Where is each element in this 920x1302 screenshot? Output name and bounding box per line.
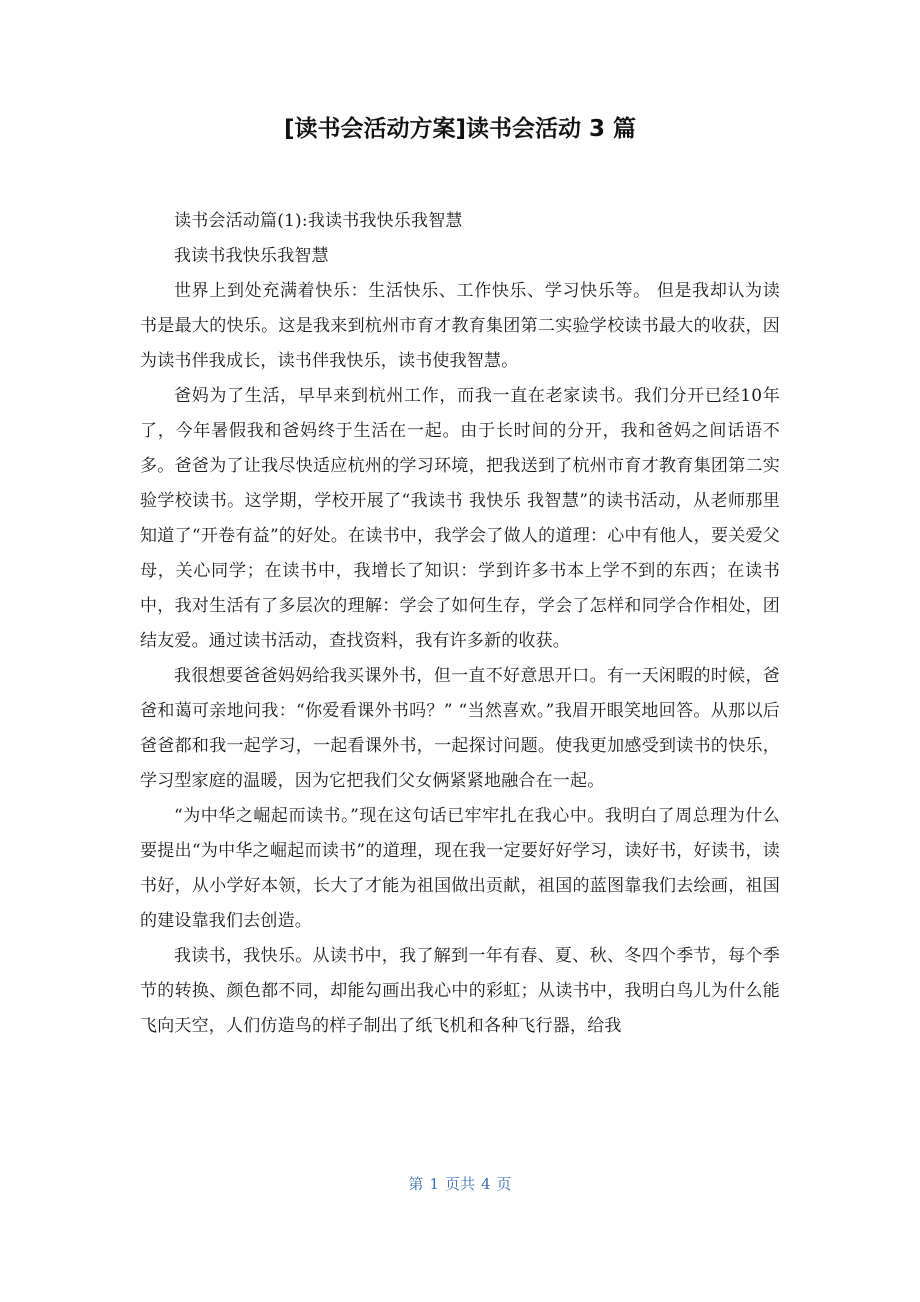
page-footer bbox=[0, 1172, 920, 1196]
footer-prefix: 第 bbox=[408, 1175, 424, 1193]
paragraph: 爸妈为了生活，早早来到杭州工作，而我一直在老家读书。我们分开已经10年了，今年暑假我和爸妈终于生活在一起。由于长时间的分开，我和爸妈之间话语不多。爸爸为了让我尽快适应杭州的学习环境，把我送到了杭州市育才教育集团第二实验学校读书。这学期，学校开展了“我读书 我快乐 我智慧”的读书活动，从老师那里知道了“开卷有益”的好处。在读书中，我学会了做人的道理：心中有他人，要关爱父母，关心同学；在读书中，我增长了知识：学到许多书本上学不到的东西；在读书中，我对生活有了多层次的理解：学会了如何生存，学会了怎样和同学合作相处，团结友爱。通过读书活动，查找资料，我有许多新的收获。 bbox=[140, 386, 780, 651]
subheading: 我读书我快乐我智慧 bbox=[174, 246, 329, 266]
footer-current-page: 1 bbox=[429, 1175, 439, 1193]
section-heading: 读书会活动篇(1):我读书我快乐我智慧 bbox=[174, 211, 463, 231]
paragraph: “为中华之崛起而读书。”现在这句话已牢牢扎在我心中。我明白了周总理为什么要提出“为中华之崛起而读书”的道理，现在我一定要好好学习，读好书，好读书，读书好，从小学好本领，长大了才能为祖国做出贡献，祖国的蓝图靠我们去绘画，祖国的建设靠我们去创造。 bbox=[140, 806, 780, 931]
paragraph: 我很想要爸爸妈妈给我买课外书，但一直不好意思开口。有一天闲暇的时候，爸爸和蔼可亲地问我：“你爱看课外书吗？” “当然喜欢。”我眉开眼笑地回答。从那以后爸爸都和我一起学习，一起看课外书，一起探讨问题。使我更加感受到读书的快乐，学习型家庭的温暖，因为它把我们父女俩紧紧地融合在一起。 bbox=[140, 666, 780, 791]
document-title: [读书会活动方案]读书会活动 3 篇 bbox=[283, 116, 637, 142]
paragraph: 世界上到处充满着快乐：生活快乐、工作快乐、学习快乐等。 但是我却认为读书是最大的快乐。这是我来到杭州市育才教育集团第二实验学校读书最大的收获，因为读书伴我成长，读书伴我快乐，读书使我智慧。 bbox=[140, 281, 780, 371]
footer-total-pages: 4 bbox=[481, 1175, 491, 1193]
document-body bbox=[140, 204, 780, 1044]
paragraph: 我读书，我快乐。从读书中，我了解到一年有春、夏、秋、冬四个季节，每个季节的转换、颜色都不同，却能勾画出我心中的彩虹；从读书中，我明白鸟儿为什么能飞向天空，人们仿造鸟的样子制出了纸飞机和各种飞行器，给我 bbox=[140, 946, 780, 1036]
footer-middle: 页共 bbox=[444, 1175, 475, 1193]
footer-suffix: 页 bbox=[496, 1175, 512, 1193]
